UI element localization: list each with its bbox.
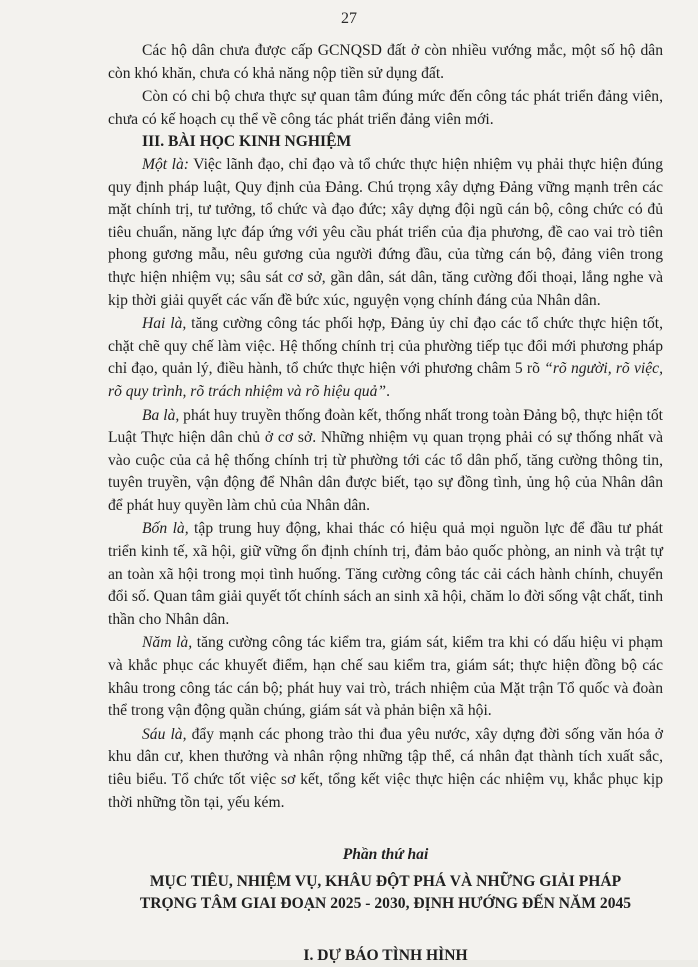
part-two-title-line-2: TRỌNG TÂM GIAI ĐOẠN 2025 - 2030, ĐỊNH HƯỚNG ĐẾN NĂM 2045 — [139, 894, 632, 912]
page-content — [108, 40, 663, 967]
lesson-paragraph-3 — [108, 405, 663, 518]
lesson-text-5: tăng cường công tác kiểm tra, giám sát, kiểm tra khi có dấu hiệu vi phạm và khắc phục các khuyết điểm, hạn chế sau kiểm tra, giám sát; thực hiện đồng bộ các khâu trong công tác cán bộ; phát huy vai trò, trách nhiệm của Mặt trận Tổ quốc và đoàn thể trong vận động quần chúng, giám sát và phản biện xã hội. — [108, 634, 663, 720]
lesson-lead-4: Bốn là, — [142, 520, 189, 538]
lesson-text-3: phát huy truyền thống đoàn kết, thống nhất trong toàn Đảng bộ, thực hiện tốt Luật Thực hiện dân chủ ở cơ sở. Những nhiệm vụ quan trọng phải có sự thống nhất và vào cuộc của cả hệ thống chính trị từ phường tới các tổ dân phố, tăng cường thông tin, tuyên truyền, vận động để Nhân dân được biết, tạo sự đồng tình, ủng hộ của Nhân dân để phát huy quyền làm chủ của Nhân dân. — [108, 406, 663, 514]
lesson-lead-2: Hai là, — [142, 315, 187, 333]
lesson-lead-6: Sáu là, — [142, 725, 187, 743]
lesson-quote-2: “rõ người, rõ việc, rõ quy trình, rõ trách nhiệm và rõ hiệu quả” — [108, 360, 663, 400]
lesson-tail-2: . — [386, 382, 390, 400]
part-two-label: Phần thứ hai — [342, 846, 429, 864]
section-heading-lessons: III. BÀI HỌC KINH NGHIỆM — [142, 133, 352, 151]
section-heading-forecast: I. DỰ BÁO TÌNH HÌNH — [303, 946, 468, 964]
lesson-paragraph-1 — [108, 154, 663, 312]
lesson-lead-5: Năm là, — [142, 634, 193, 652]
lesson-lead-1: Một là: — [142, 155, 189, 173]
lesson-paragraph-4 — [108, 518, 663, 631]
lesson-paragraph-6 — [108, 724, 663, 814]
intro-paragraph-1: Các hộ dân chưa được cấp GCNQSD đất ở còn nhiều vướng mắc, một số hộ dân còn khó khăn, chưa có khả năng nộp tiền sử dụng đất. — [108, 42, 663, 82]
lesson-text-2: tăng cường công tác phối hợp, Đảng ủy chỉ đạo các tổ chức thực hiện tốt, chặt chẽ quy chế làm việc. Hệ thống chính trị của phường tiếp tục đổi mới phương pháp chỉ đạo, quản lý, điều hành, tổ chức thực hiện với phương châm 5 rõ — [108, 315, 663, 378]
part-two-title — [108, 871, 663, 915]
lesson-paragraph-2 — [108, 313, 663, 403]
lesson-text-1: Việc lãnh đạo, chỉ đạo và tổ chức thực hiện nhiệm vụ phải thực hiện đúng quy định pháp luật, Quy định của Đảng. Chú trọng xây dựng Đảng vững mạnh trên các mặt chính trị, tư tưởng, tổ chức và đạo đức; xây dựng đội ngũ cán bộ, công chức có đủ tiêu chuẩn, năng lực đáp ứng với yêu cầu phát triển của địa phương, đề cao vai trò tiên phong gương mẫu, nêu gương của người đứng đầu, của từng cán bộ, đảng viên trong thực hiện nhiệm vụ; sâu sát cơ sở, gần dân, sát dân, tăng cường đối thoại, lắng nghe và kịp thời giải quyết các vấn đề bức xúc, nguyện vọng chính đáng của Nhân dân. — [108, 155, 664, 309]
lesson-text-4: tập trung huy động, khai thác có hiệu quả mọi nguồn lực để đầu tư phát triển kinh tế, xã hội, giữ vững ổn định chính trị, đảm bảo quốc phòng, an ninh và trật tự an toàn xã hội trong mọi tình huống. Tăng cường công tác cải cách hành chính, chuyển đổi số. Quan tâm giải quyết tốt chính sách an sinh xã hội, chăm lo đời sống vật chất, tinh thần cho Nhân dân. — [108, 520, 664, 628]
lesson-text-6: đẩy mạnh các phong trào thi đua yêu nước, xây dựng đời sống văn hóa ở khu dân cư, khen thưởng và nhân rộng những tập thể, cá nhân đạt thành tích xuất sắc, tiêu biểu. Tổ chức tốt việc sơ kết, tổng kết việc thực hiện các nhiệm vụ, khắc phục kịp thời những tồn tại, yếu kém. — [108, 725, 663, 811]
lesson-paragraph-5 — [108, 632, 663, 722]
part-two-title-line-1: MỤC TIÊU, NHIỆM VỤ, KHÂU ĐỘT PHÁ VÀ NHỮNG GIẢI PHÁP — [149, 872, 622, 890]
lesson-lead-3: Ba là, — [142, 406, 180, 424]
intro-paragraph-2: Còn có chi bộ chưa thực sự quan tâm đúng mức đến công tác phát triển đảng viên, chưa có kế hoạch cụ thể về công tác phát triển đảng viên mới. — [108, 88, 663, 128]
page-number: 27 — [341, 10, 357, 27]
